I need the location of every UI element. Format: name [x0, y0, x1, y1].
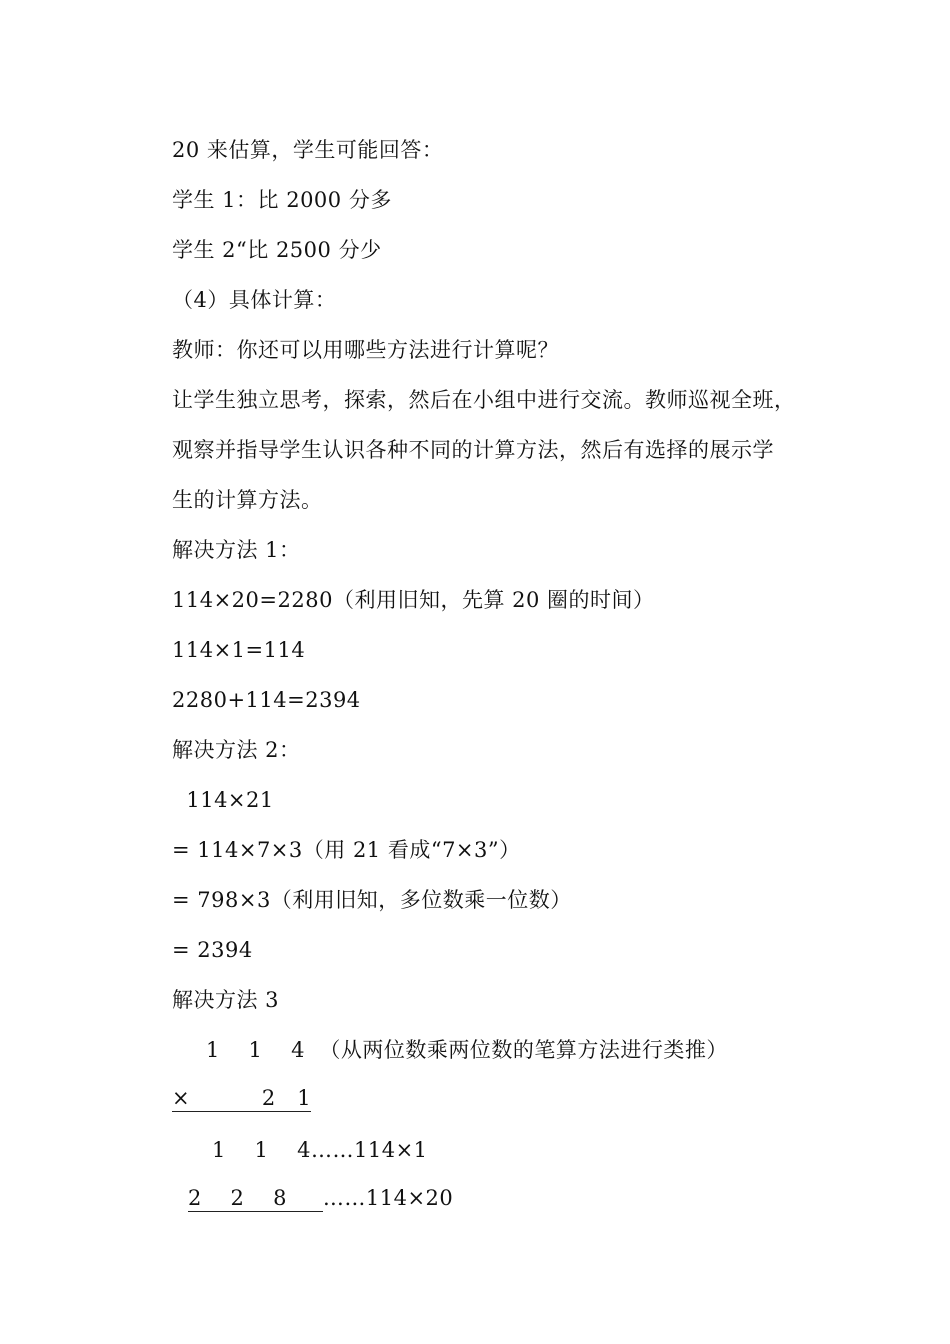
method-2-step-4: = 2394: [172, 938, 253, 962]
method-2-step-2: = 114×7×3（用 21 看成“7×3”）: [172, 838, 521, 862]
method-1-step-1: 114×20=2280（利用旧知，先算 20 圈的时间）: [172, 588, 655, 612]
partial-product-note: ……114×20: [322, 1186, 454, 1210]
text-line-6: 让学生独立思考，探索，然后在小组中进行交流。教师巡视全班，: [172, 388, 796, 412]
text-line-5: 教师：你还可以用哪些方法进行计算呢？: [172, 338, 559, 362]
method-1-step-3: 2280+114=2394: [172, 688, 361, 712]
text-line-3: 学生 2“比 2500 分少: [172, 238, 382, 262]
text-line-8: 生的计算方法。: [172, 488, 323, 512]
text-line-2: 学生 1：比 2000 分多: [172, 188, 392, 212]
method-2-heading: 解决方法 2：: [172, 738, 301, 762]
vertical-calc-row-2: [172, 1084, 311, 1112]
method-2-step-3: = 798×3（利用旧知，多位数乘一位数）: [172, 888, 572, 912]
partial-product-underlined: 2 2 8: [188, 1186, 323, 1210]
vertical-calc-row-3: 1 1 4……114×1: [212, 1138, 428, 1162]
vertical-calc-row-4: [188, 1184, 453, 1212]
text-line-1: 20 来估算，学生可能回答：: [172, 138, 444, 162]
method-1-heading: 解决方法 1：: [172, 538, 301, 562]
vertical-calc-row-1: 1 1 4 （从两位数乘两位数的笔算方法进行类推）: [206, 1038, 728, 1062]
method-2-step-1: 114×21: [172, 788, 274, 812]
text-line-7: 观察并指导学生认识各种不同的计算方法，然后有选择的展示学: [172, 438, 774, 462]
method-3-heading: 解决方法 3: [172, 988, 280, 1012]
multiplier-underlined: × 2 1: [172, 1086, 312, 1110]
method-1-step-2: 114×1=114: [172, 638, 306, 662]
section-heading: （4）具体计算：: [172, 288, 337, 312]
